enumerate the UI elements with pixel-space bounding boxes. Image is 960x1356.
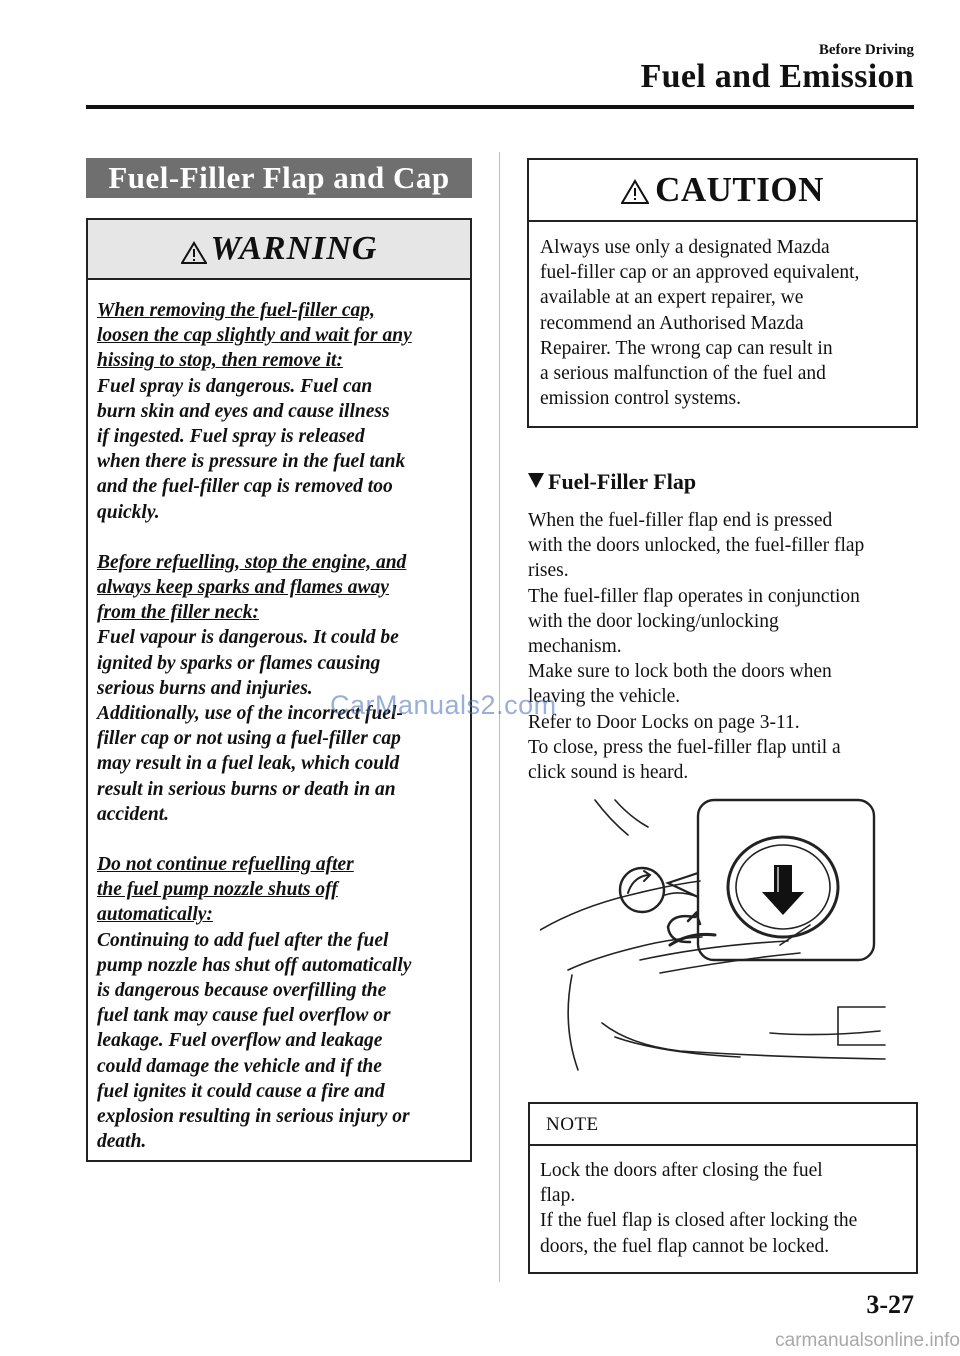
flap-text-line: leaving the vehicle. [528,686,681,708]
caution-box [527,158,918,428]
fuel-filler-flap-heading [528,469,696,495]
header-section-label: Before Driving [818,42,914,58]
fuel-filler-flap-illustration [540,795,890,1085]
warning-text-line: death. [97,1131,147,1153]
caution-label: CAUTION [655,170,824,209]
warning-text-line: Additionally, use of the incorrect fuel- [97,703,403,725]
fuel-filler-flap-text [528,508,918,785]
warning-text-line: if ingested. Fuel spray is released [97,426,365,448]
caution-text-line: fuel-filler cap or an approved equivalent, [540,262,860,284]
warning-heading-line: automatically: [97,904,213,926]
flap-text-line: rises. [528,560,569,582]
section-banner: Fuel-Filler Flap and Cap [86,158,472,198]
warning-text-line: is dangerous because overfilling the [97,980,387,1002]
page-number: 3-27 [866,1290,914,1319]
warning-text-line: explosion resulting in serious injury or [97,1106,410,1128]
caution-triangle-icon [621,179,649,205]
caution-text-line: Repairer. The wrong cap can result in [540,337,833,359]
warning-text-line: serious burns and injuries. [97,677,313,699]
warning-text-line: when there is pressure in the fuel tank [97,451,406,473]
warning-label: WARNING [210,230,378,267]
warning-heading-line: When removing the fuel-filler cap, [97,300,375,321]
warning-triangle-icon [181,241,207,265]
note-text-line: Lock the doors after closing the fuel [540,1160,823,1181]
warning-heading-line: the fuel pump nozzle shuts off [97,879,338,901]
section-marker-icon [528,473,544,488]
warning-paragraph [97,298,458,525]
note-box [528,1102,918,1274]
flap-text-line: When the fuel-filler flap end is pressed [528,510,833,531]
warning-paragraph [97,550,458,827]
warning-heading-line: Before refuelling, stop the engine, and [97,551,407,573]
warning-paragraph [97,852,458,1154]
watermark-text: CarManuals2.com [330,690,557,720]
warning-text-line: could damage the vehicle and if the [97,1055,382,1077]
flap-text-line: click sound is heard. [528,762,689,784]
warning-heading-line: loosen the cap slightly and wait for any [97,325,412,347]
note-text-line: flap. [540,1185,576,1207]
flap-text-line: Make sure to lock both the doors when [528,661,832,683]
warning-text-line: fuel tank may cause fuel overflow or [97,1005,391,1027]
page-title: Fuel and Emission [640,58,914,95]
caution-text-line: available at an expert repairer, we [540,287,804,309]
note-text-line: doors, the fuel flap cannot be locked. [540,1235,830,1257]
caution-text-line: emission control systems. [540,388,741,410]
warning-text-line: burn skin and eyes and cause illness [97,400,390,422]
warning-text-line: leakage. Fuel overflow and leakage [97,1030,383,1052]
flap-text-line: with the doors unlocked, the fuel-filler flap [528,535,865,557]
header-rule [86,105,914,109]
warning-heading-line: from the filler neck: [97,602,259,624]
flap-text-line: The fuel-filler flap operates in conjunction [528,585,860,607]
caution-text-line: Always use only a designated Mazda [540,237,830,258]
warning-text-line: Fuel vapour is dangerous. It could be [97,627,399,649]
warning-heading-line: hissing to stop, then remove it: [97,350,343,372]
warning-heading-line: always keep sparks and flames away [97,577,389,599]
flap-text-line: To close, press the fuel-filler flap until a [528,736,841,758]
warning-text-line: accident. [97,803,170,825]
warning-text-line: fuel ignites it could cause a fire and [97,1080,385,1102]
warning-text-line: pump nozzle has shut off automatically [97,954,412,976]
warning-text-line: and the fuel-filler cap is removed too [97,476,393,498]
warning-header [88,220,470,280]
warning-text-line: ignited by sparks or flames causing [97,652,381,674]
warning-text-line: Fuel spray is dangerous. Fuel can [97,375,373,397]
flap-text-line: with the door locking/unlocking [528,610,779,632]
door-locks-reference: Refer to Door Locks on page 3-11. [528,711,800,733]
caution-header [529,160,916,222]
warning-text-line: Continuing to add fuel after the fuel [97,929,389,951]
flap-text-line: mechanism. [528,636,622,658]
fuel-filler-flap-heading-text: Fuel-Filler Flap [548,469,697,494]
footer-site-watermark: carmanualsonline.info [775,1330,960,1351]
warning-text-line: quickly. [97,501,160,523]
warning-text-line: filler cap or not using a fuel-filler cap [97,728,401,750]
warning-heading-line: Do not continue refuelling after [97,854,354,876]
caution-text-line: recommend an Authorised Mazda [540,312,804,334]
note-header: NOTE [530,1104,916,1146]
note-text-line: If the fuel flap is closed after locking the [540,1210,858,1232]
warning-text-line: may result in a fuel leak, which could [97,753,400,775]
note-body [530,1146,916,1259]
warning-text-line: result in serious burns or death in an [97,778,396,800]
caution-body [529,222,916,411]
caution-text-line: a serious malfunction of the fuel and [540,363,826,385]
